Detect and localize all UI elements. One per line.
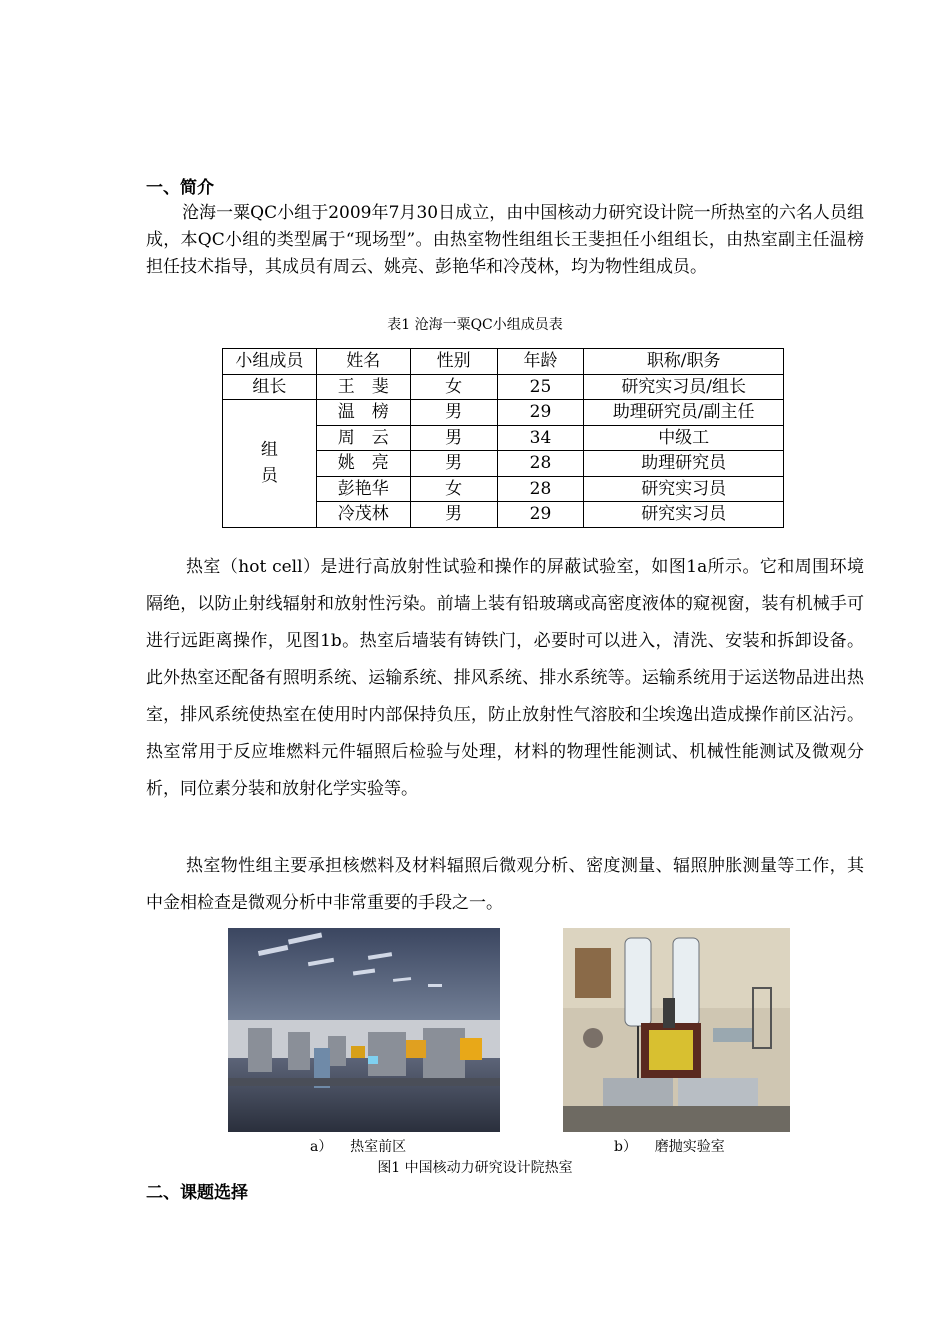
- figure-caption: 图1 中国核动力研究设计院热室: [377, 1160, 573, 1176]
- age-cell: 34: [497, 425, 584, 451]
- members-table: [222, 348, 784, 528]
- name-cell: 姚 亮: [316, 451, 410, 477]
- age-cell: 29: [497, 400, 584, 426]
- table-row: [223, 400, 784, 426]
- header-cell: 性别: [410, 349, 497, 375]
- header-cell: 姓名: [316, 349, 410, 375]
- name-cell: 冷茂林: [316, 502, 410, 528]
- gender-cell: 男: [410, 451, 497, 477]
- figure-subcaption-a: a） 热室前区: [310, 1139, 407, 1155]
- figure-subcaption-b: b） 磨抛实验室: [614, 1139, 725, 1155]
- title-cell: 助理研究员: [584, 451, 784, 477]
- title-cell: 研究实习员: [584, 476, 784, 502]
- header-cell: 年龄: [497, 349, 584, 375]
- header-cell: 职称/职务: [584, 349, 784, 375]
- title-cell: 中级工: [584, 425, 784, 451]
- section-heading-topic-selection: 二、课题选择: [146, 1183, 248, 1203]
- title-cell: 研究实习员: [584, 502, 784, 528]
- header-cell: 小组成员: [223, 349, 317, 375]
- gender-cell: 男: [410, 502, 497, 528]
- name-cell: 周 云: [316, 425, 410, 451]
- role-cell-members: [223, 400, 317, 528]
- name-cell: 王 斐: [316, 374, 410, 400]
- member-label: 员: [260, 466, 278, 487]
- intro-paragraph: 沧海一粟QC小组于2009年7月30日成立，由中国核动力研究设计院一所热室的六名人员组成，本QC小组的类型属于“现场型”。由热室物性组组长王斐担任小组组长，由热室副主任温榜担任技术指导，其成员有周云、姚亮、彭艳华和冷茂林，均为物性组成员。: [146, 203, 864, 277]
- body-paragraph-hot-cell: 热室（hot cell）是进行高放射性试验和操作的屏蔽试验室，如图1a所示。它和周围环境隔绝，以防止射线辐射和放射性污染。前墙上装有铅玻璃或高密度液体的窥视窗，装有机械手可进行远距离操作，见图1b。热室后墙装有铸铁门，必要时可以进入，清洗、安装和拆卸设备。此外热室还配备有照明系统、运输系统、排风系统、排水系统等。运输系统用于运送物品进出热室，排风系统使热室在使用时内部保持负压，防止放射性气溶胶和尘埃逸出造成操作前区沾污。热室常用于反应堆燃料元件辐照后检验与处理，材料的物理性能测试、机械性能测试及微观分析，同位素分装和放射化学实验等。: [146, 557, 864, 799]
- gender-cell: 男: [410, 425, 497, 451]
- role-cell-leader: 组长: [223, 374, 317, 400]
- title-cell: 助理研究员/副主任: [584, 400, 784, 426]
- name-cell: 温 榜: [316, 400, 410, 426]
- age-cell: 25: [497, 374, 584, 400]
- age-cell: 29: [497, 502, 584, 528]
- table-caption: 表1 沧海一粟QC小组成员表: [387, 317, 563, 333]
- gender-cell: 女: [410, 476, 497, 502]
- body-paragraph-group-work: 热室物性组主要承担核燃料及材料辐照后微观分析、密度测量、辐照肿胀测量等工作，其中金相检查是微观分析中非常重要的手段之一。: [146, 856, 864, 913]
- section-heading-intro: 一、简介: [146, 178, 214, 198]
- table-header-row: [223, 349, 784, 375]
- age-cell: 28: [497, 451, 584, 477]
- member-label: 组: [260, 440, 278, 461]
- photo-hot-cell-front-area: [228, 928, 500, 1132]
- gender-cell: 女: [410, 374, 497, 400]
- age-cell: 28: [497, 476, 584, 502]
- title-cell: 研究实习员/组长: [584, 374, 784, 400]
- name-cell: 彭艳华: [316, 476, 410, 502]
- photo-polishing-lab: [563, 928, 790, 1132]
- table-row: [223, 374, 784, 400]
- gender-cell: 男: [410, 400, 497, 426]
